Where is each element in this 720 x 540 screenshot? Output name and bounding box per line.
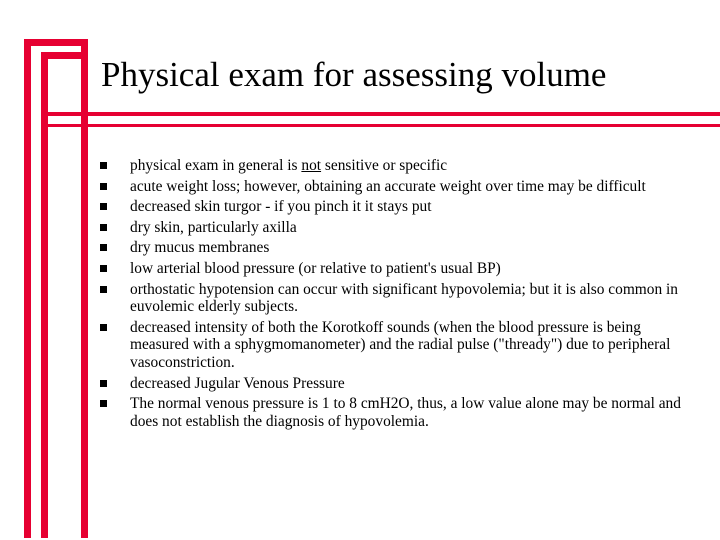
bullet-item [100,219,700,237]
square-bullet-icon [100,162,107,169]
bullet-item [100,395,700,430]
square-bullet-icon [100,244,107,251]
bullet-text: orthostatic hypotension can occur with significant hypovolemia; but it is also common in euvolemic elderly subjects. [130,280,678,316]
square-bullet-icon [100,380,107,387]
bullet-text-part: physical exam in general is [130,157,302,174]
bullet-item [100,260,700,278]
decorative-title-rule-lower [41,124,720,127]
square-bullet-icon [100,324,107,331]
bullet-item [100,198,700,216]
square-bullet-icon [100,183,107,190]
bullet-item [100,375,700,393]
bullet-text-part: sensitive or specific [321,157,448,174]
bullet-item [100,178,700,196]
bullet-text: decreased intensity of both the Korotkoff sounds (when the blood pressure is being measured with a sphygmomanometer) and the radial pulse ("thready") due to peripheral vasoconstriction. [130,318,671,371]
decorative-title-rule-upper [41,112,720,116]
square-bullet-icon [100,400,107,407]
bullet-item [100,319,700,372]
bullet-text: decreased skin turgor - if you pinch it it stays put [130,198,432,216]
bullet-item [100,157,700,175]
decorative-frame-left-outer [24,39,31,538]
bullet-text: dry mucus membranes [130,239,270,257]
bullet-text: acute weight loss; however, obtaining an accurate weight over time may be difficult [130,177,646,195]
square-bullet-icon [100,224,107,231]
decorative-frame-top-outer [24,39,88,46]
bullet-text: The normal venous pressure is 1 to 8 cmH2O, thus, a low value alone may be normal and does not establish the diagnosis of hypovolemia. [130,395,681,430]
bullet-text: dry skin, particularly axilla [130,218,297,236]
square-bullet-icon [100,203,107,210]
bullet-text: decreased Jugular Venous Pressure [130,374,345,392]
square-bullet-icon [100,265,107,272]
bullet-text: low arterial blood pressure (or relative to patient's usual BP) [130,259,501,277]
bullet-item [100,281,700,316]
slide-title: Physical exam for assessing volume [101,55,607,94]
bullet-list [100,157,700,433]
bullet-text-emphasis: not [301,157,322,174]
square-bullet-icon [100,286,107,293]
bullet-item [100,239,700,257]
